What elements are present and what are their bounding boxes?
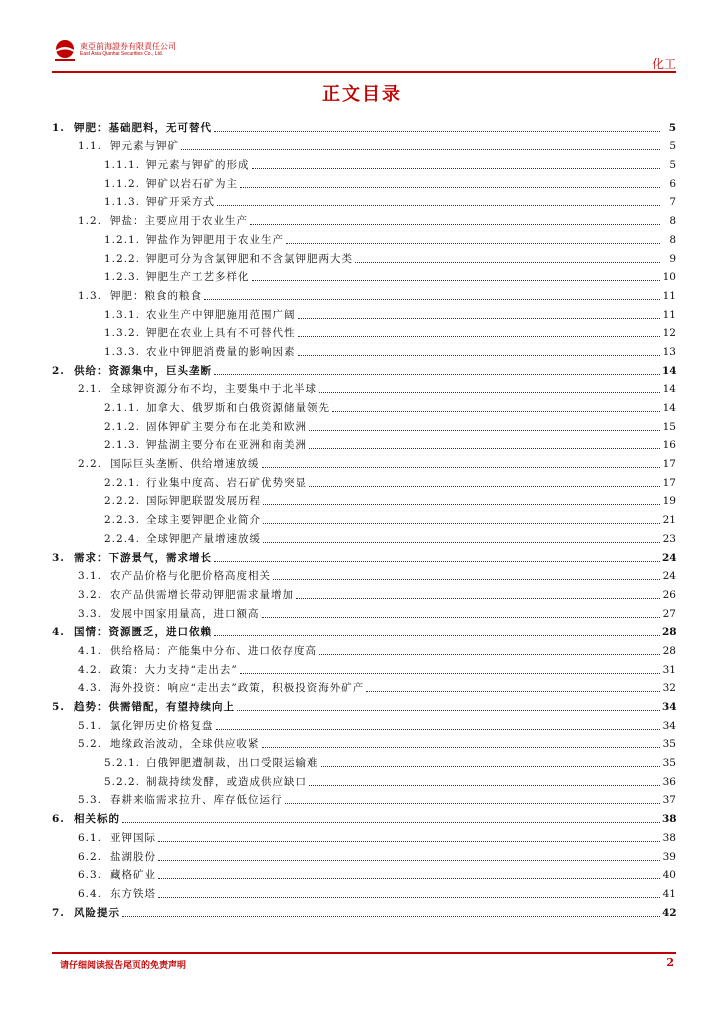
toc-entry[interactable] [52, 471, 676, 490]
toc-entry[interactable] [52, 677, 676, 696]
toc-dot-leader [262, 746, 661, 748]
toc-dot-leader [298, 354, 661, 356]
logo-english-name: East Asia Qianhai Securities Co., Ltd. [80, 51, 164, 57]
toc-entry-title: 钾肥生产工艺多样化 [146, 271, 250, 284]
toc-entry-title: 钾元素与钾矿 [110, 140, 179, 153]
toc-dot-leader [122, 821, 660, 823]
toc-entry[interactable] [52, 116, 676, 135]
footer-disclaimer: 请仔细阅读报告尾页的免责声明 [60, 961, 187, 971]
toc-entry-title: 钾肥：粮食的粮食 [110, 289, 202, 302]
toc-entry-page: 5 [669, 140, 676, 153]
toc-entry-page: 35 [662, 757, 676, 770]
toc-entry-page: 24 [662, 551, 677, 564]
toc-entry-number: 5.2.1. [104, 757, 141, 770]
toc-entry-number: 4. [52, 626, 65, 639]
toc-entry-title: 钾矿开采方式 [146, 196, 215, 209]
toc-dot-leader [298, 335, 661, 337]
toc-entry-number: 7. [52, 906, 65, 919]
toc-entry-page: 28 [662, 626, 677, 639]
toc-entry[interactable] [52, 247, 676, 266]
toc-entry-page: 6 [669, 177, 676, 190]
toc-entry[interactable] [52, 434, 676, 453]
toc-entry-title: 相关标的 [74, 813, 120, 826]
toc-entry-page: 9 [669, 252, 676, 265]
toc-entry-number: 3.3. [78, 607, 103, 620]
company-logo [52, 38, 192, 64]
toc-dot-leader [214, 634, 660, 636]
toc-entry-page: 41 [662, 887, 676, 900]
table-of-contents [52, 116, 676, 920]
toc-entry-page: 26 [662, 588, 676, 601]
toc-entry-title: 加拿大、俄罗斯和白俄资源储量领先 [146, 402, 330, 414]
toc-dot-leader [366, 690, 660, 692]
toc-entry[interactable] [52, 378, 676, 397]
toc-dot-leader [262, 616, 661, 618]
toc-entry-page: 21 [662, 514, 676, 527]
toc-entry-page: 12 [662, 327, 676, 340]
toc-dot-leader [296, 597, 660, 599]
toc-entry-title: 春耕来临需求拉升、库存低位运行 [110, 794, 283, 807]
toc-entry-page: 10 [662, 271, 676, 284]
toc-dot-leader [309, 784, 660, 786]
toc-entry-title: 农业中钾肥消费量的影响因素 [146, 345, 296, 358]
toc-entry[interactable] [52, 565, 676, 584]
toc-entry-page: 17 [662, 458, 676, 471]
toc-entry-title: 钾肥可分为含氯钾肥和不含氯钾肥两大类 [146, 252, 353, 265]
toc-entry-number: 4.2. [78, 663, 103, 676]
toc-entry-number: 2.1.1. [104, 402, 141, 414]
toc-entry-number: 3. [52, 551, 65, 564]
toc-dot-leader [214, 373, 660, 375]
toc-entry-page: 13 [662, 345, 676, 358]
toc-entry[interactable] [52, 172, 676, 191]
toc-entry-number: 2.2. [78, 458, 103, 471]
toc-entry[interactable] [52, 191, 676, 210]
toc-entry-page: 31 [662, 663, 676, 676]
toc-entry-number: 6.4. [78, 887, 103, 900]
toc-dot-leader [158, 840, 660, 842]
toc-dot-leader [285, 802, 661, 804]
toc-entry[interactable] [52, 583, 676, 602]
toc-entry-title: 盐湖股份 [110, 850, 156, 863]
toc-entry-page: 34 [662, 701, 677, 713]
toc-entry[interactable] [52, 284, 676, 303]
toc-entry-page: 19 [662, 495, 676, 508]
toc-entry-number: 6. [52, 813, 65, 826]
toc-dot-leader [309, 485, 660, 487]
toc-entry-page: 24 [662, 570, 676, 583]
toc-entry[interactable] [52, 508, 676, 527]
toc-entry-page: 14 [662, 402, 676, 414]
toc-entry-page: 8 [669, 215, 676, 228]
header-divider [52, 71, 676, 73]
toc-dot-leader [217, 204, 660, 206]
toc-entry[interactable] [52, 209, 676, 228]
toc-entry[interactable] [52, 639, 676, 658]
toc-entry-page: 16 [662, 439, 676, 452]
toc-dot-leader [250, 223, 660, 225]
toc-entry-title: 全球钾资源分布不均，主要集中于北半球 [110, 383, 317, 396]
toc-entry-title: 农产品价格与化肥价格高度相关 [110, 570, 271, 583]
toc-entry-number: 5.2.2. [104, 775, 141, 788]
toc-entry-number: 1.1.1. [104, 159, 141, 172]
toc-entry-title: 氯化钾历史价格复盘 [110, 719, 214, 732]
toc-entry[interactable] [52, 621, 676, 640]
toc-entry-page: 15 [662, 420, 676, 433]
toc-entry-number: 6.2. [78, 850, 103, 863]
toc-entry[interactable] [52, 153, 676, 172]
toc-entry-number: 4.3. [78, 682, 103, 695]
toc-entry-title: 农业生产中钾肥施用范围广阔 [146, 308, 296, 321]
toc-dot-leader [214, 130, 660, 132]
toc-entry-title: 发展中国家用量高，进口额高 [110, 607, 260, 620]
toc-entry-title: 政策：大力支持“走出去” [110, 663, 238, 676]
sector-label: 化工 [651, 57, 676, 71]
toc-dot-leader [252, 167, 661, 169]
toc-entry-title: 趋势：供需错配，有望持续向上 [74, 701, 235, 713]
toc-entry-page: 32 [662, 682, 676, 695]
toc-entry[interactable] [52, 340, 676, 359]
logo-chinese-name: 東亞前海證券有限責任公司 [80, 42, 176, 51]
toc-entry[interactable] [52, 826, 676, 845]
toc-entry-page: 42 [662, 906, 677, 919]
toc-entry-number: 4.1. [78, 644, 103, 657]
toc-entry-page: 40 [662, 869, 676, 882]
toc-entry-number: 6.1. [78, 831, 103, 844]
toc-entry-number: 1.3.2. [104, 327, 141, 340]
toc-dot-leader [262, 466, 661, 468]
toc-dot-leader [216, 728, 661, 730]
toc-entry[interactable] [52, 359, 676, 378]
toc-entry[interactable] [52, 135, 676, 154]
toc-dot-leader [181, 148, 660, 150]
toc-dot-leader [240, 672, 660, 674]
toc-entry[interactable] [52, 845, 676, 864]
toc-dot-leader [263, 503, 660, 505]
toc-entry-number: 2. [52, 364, 65, 377]
toc-entry-title: 固体钾矿主要分布在北美和欧洲 [146, 420, 307, 433]
toc-entry-number: 2.2.4. [104, 532, 141, 545]
toc-entry-number: 1.2.2. [104, 252, 141, 265]
toc-entry-number: 5.2. [78, 738, 103, 751]
toc-entry[interactable] [52, 658, 676, 677]
toc-entry-title: 东方铁塔 [110, 887, 156, 900]
company-logo-icon [52, 38, 78, 64]
toc-entry[interactable] [52, 882, 676, 901]
toc-entry-title: 国情：资源匮乏，进口依赖 [74, 626, 212, 639]
toc-entry-number: 3.2. [78, 588, 103, 601]
toc-entry-title: 钾肥在农业上具有不可替代性 [146, 327, 296, 340]
toc-entry[interactable] [52, 751, 676, 770]
toc-dot-leader [321, 765, 661, 767]
toc-entry-page: 11 [662, 289, 676, 302]
footer-divider [52, 952, 676, 954]
toc-entry[interactable] [52, 396, 676, 415]
page-header [0, 0, 724, 80]
toc-entry[interactable] [52, 527, 676, 546]
toc-entry-title: 钾肥：基础肥料，无可替代 [74, 121, 212, 134]
toc-entry-page: 11 [662, 308, 676, 321]
toc-dot-leader [355, 261, 660, 263]
toc-entry-number: 1.3. [78, 289, 103, 302]
toc-entry-page: 34 [662, 719, 676, 732]
page-number: 2 [666, 956, 674, 969]
toc-entry-number: 5. [52, 701, 65, 713]
toc-entry-title: 白俄钾肥遭制裁，出口受限运输难 [146, 757, 319, 770]
toc-entry-number: 1.2.1. [104, 233, 141, 246]
toc-dot-leader [158, 896, 660, 898]
toc-entry-number: 5.3. [78, 794, 103, 807]
toc-entry[interactable] [52, 490, 676, 509]
toc-entry-page: 39 [662, 850, 676, 863]
toc-entry[interactable] [52, 266, 676, 285]
toc-entry-title: 钾盐：主要应用于农业生产 [110, 215, 248, 228]
toc-dot-leader [237, 709, 660, 711]
toc-entry-title: 钾元素与钾矿的形成 [146, 159, 250, 172]
toc-entry-number: 2.2.1. [104, 476, 141, 489]
toc-dot-leader [263, 541, 660, 543]
toc-entry-page: 14 [662, 383, 676, 396]
toc-entry[interactable] [52, 452, 676, 471]
toc-entry[interactable] [52, 864, 676, 883]
toc-entry-number: 1.1.3. [104, 196, 141, 209]
toc-entry-title: 亚钾国际 [110, 831, 156, 844]
toc-dot-leader [252, 279, 661, 281]
toc-dot-leader [319, 391, 660, 393]
toc-entry-title: 钾矿以岩石矿为主 [146, 177, 238, 190]
toc-entry-page: 27 [662, 607, 676, 620]
toc-entry-number: 2.2.3. [104, 514, 141, 527]
toc-dot-leader [214, 560, 660, 562]
toc-entry-title: 需求：下游景气，需求增长 [74, 551, 212, 564]
toc-dot-leader [240, 186, 660, 188]
toc-dot-leader [204, 298, 660, 300]
toc-entry-title: 钾盐作为钾肥用于农业生产 [146, 233, 284, 246]
toc-entry[interactable] [52, 901, 676, 920]
toc-entry[interactable] [52, 415, 676, 434]
toc-entry-number: 1.2.3. [104, 271, 141, 284]
toc-dot-leader [319, 653, 660, 655]
toc-entry-title: 全球主要钾肥企业简介 [146, 514, 261, 527]
toc-entry-title: 地缘政治波动，全球供应收紧 [110, 738, 260, 751]
toc-entry-number: 2.1.2. [104, 420, 141, 433]
toc-entry-number: 1.1. [78, 140, 103, 153]
toc-entry[interactable] [52, 228, 676, 247]
toc-dot-leader [122, 915, 660, 917]
toc-entry[interactable] [52, 303, 676, 322]
toc-entry-number: 1.3.1. [104, 308, 141, 321]
toc-entry-page: 7 [669, 196, 676, 209]
toc-entry[interactable] [52, 322, 676, 341]
toc-entry-number: 6.3. [78, 869, 103, 882]
toc-entry-title: 海外投资：响应“走出去”政策，积极投资海外矿产 [110, 682, 365, 695]
toc-entry[interactable] [52, 807, 676, 826]
toc-dot-leader [286, 242, 660, 244]
toc-entry[interactable] [52, 789, 676, 808]
toc-entry-title: 制裁持续发酵，或造成供应缺口 [146, 775, 307, 788]
toc-entry-title: 全球钾肥产量增速放缓 [146, 532, 261, 545]
toc-entry-page: 17 [662, 476, 676, 489]
toc-entry-title: 藏格矿业 [110, 869, 156, 882]
toc-entry-number: 2.1.3. [104, 439, 141, 452]
toc-entry-page: 14 [662, 364, 677, 377]
toc-entry-page: 36 [662, 775, 676, 788]
toc-entry-page: 23 [662, 532, 676, 545]
toc-entry-number: 3.1. [78, 570, 103, 583]
toc-entry[interactable] [52, 695, 676, 714]
toc-entry-number: 2.1. [78, 383, 103, 396]
toc-entry-title: 国际巨头垄断、供给增速放缓 [110, 458, 260, 471]
toc-entry-title: 供给：资源集中，巨头垄断 [74, 364, 212, 377]
toc-entry-number: 1.1.2. [104, 177, 141, 190]
toc-dot-leader [273, 578, 660, 580]
toc-entry-number: 1. [52, 121, 65, 134]
toc-entry-title: 国际钾肥联盟发展历程 [146, 495, 261, 508]
toc-dot-leader [309, 429, 660, 431]
toc-dot-leader [309, 447, 660, 449]
toc-entry-title: 风险提示 [74, 906, 120, 919]
toc-entry-number: 5.1. [78, 719, 103, 732]
toc-entry-title: 供给格局：产能集中分布、进口依存度高 [110, 644, 317, 657]
toc-entry[interactable] [52, 714, 676, 733]
toc-entry-page: 35 [662, 738, 676, 751]
toc-entry[interactable] [52, 602, 676, 621]
toc-entry-page: 5 [668, 121, 676, 134]
toc-entry-page: 37 [662, 794, 676, 807]
toc-entry-page: 38 [662, 813, 677, 826]
toc-dot-leader [158, 877, 660, 879]
toc-entry-number: 1.3.3. [104, 345, 141, 358]
toc-entry-page: 8 [669, 233, 676, 246]
toc-entry[interactable] [52, 770, 676, 789]
toc-entry-number: 1.2. [78, 215, 103, 228]
toc-entry-number: 2.2.2. [104, 495, 141, 508]
toc-entry-page: 38 [662, 831, 676, 844]
toc-dot-leader [158, 859, 660, 861]
toc-entry[interactable] [52, 546, 676, 565]
toc-entry-page: 5 [669, 159, 676, 172]
toc-entry-title: 农产品供需增长带动钾肥需求量增加 [110, 588, 294, 601]
toc-entry-title: 行业集中度高、岩石矿优势突显 [146, 476, 307, 489]
toc-dot-leader [298, 317, 661, 319]
toc-dot-leader [263, 522, 660, 524]
page-title: 正文目录 [322, 84, 402, 105]
toc-dot-leader [332, 410, 660, 412]
toc-entry-title: 钾盐湖主要分布在亚洲和南美洲 [146, 439, 307, 452]
toc-entry[interactable] [52, 733, 676, 752]
toc-entry-page: 28 [662, 644, 676, 657]
